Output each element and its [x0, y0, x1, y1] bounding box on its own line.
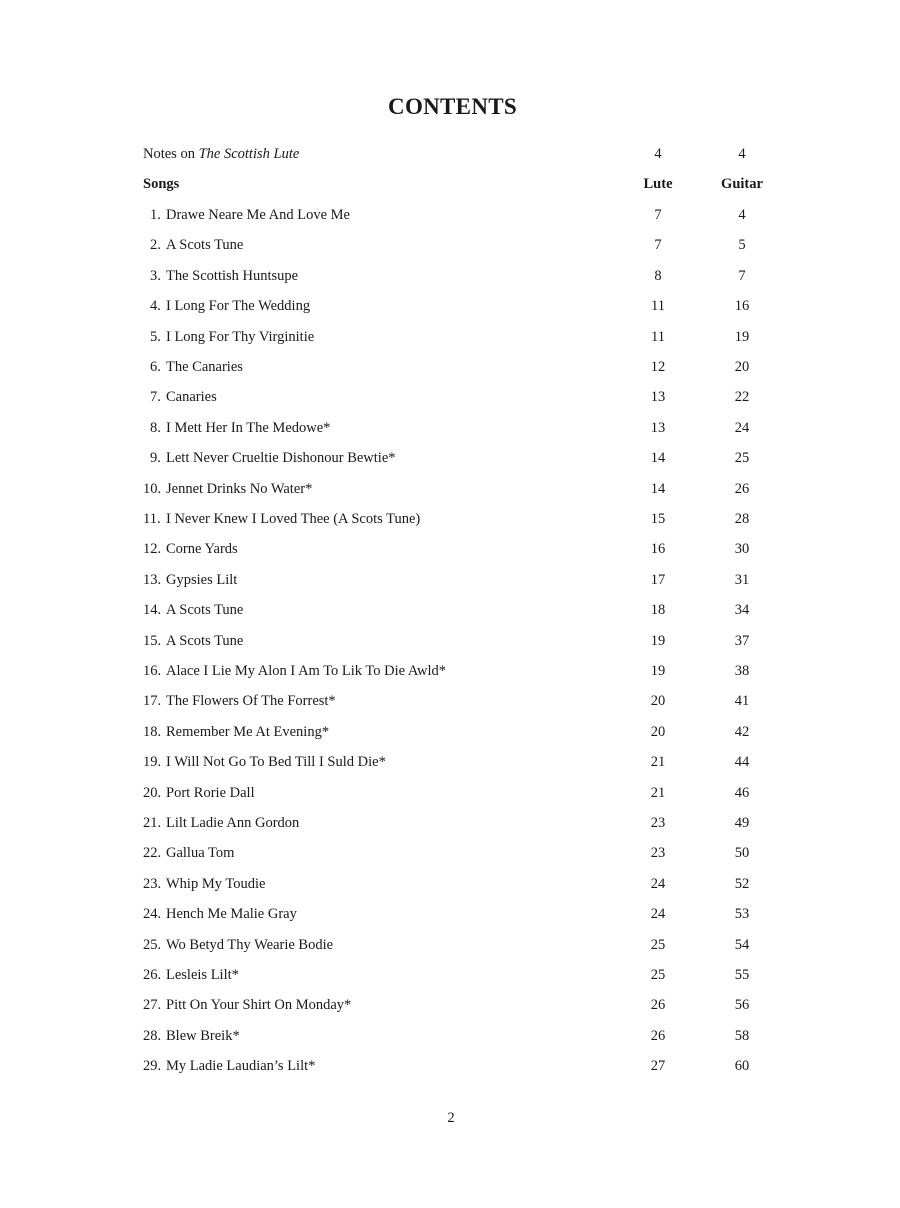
- song-title: Wo Betyd Thy Wearie Bodie: [166, 936, 334, 953]
- song-guitar-page: 50: [734, 845, 750, 862]
- song-lute-page: 7: [654, 237, 662, 254]
- song-title: Whip My Toudie: [166, 875, 266, 892]
- song-lute-page: 24: [650, 906, 666, 923]
- song-lute-page: 17: [650, 571, 666, 588]
- song-lute-page: 13: [650, 419, 666, 436]
- song-row: [0, 841, 900, 865]
- song-guitar-page: 7: [738, 267, 746, 284]
- song-guitar-page: 25: [734, 450, 750, 467]
- song-lute-page: 16: [650, 541, 666, 558]
- song-guitar-page: 30: [734, 541, 750, 558]
- song-guitar-page: 53: [734, 906, 750, 923]
- song-lute-page: 27: [650, 1058, 666, 1075]
- song-number: 9.: [150, 450, 161, 467]
- song-lute-page: 23: [650, 815, 666, 831]
- song-row: [0, 629, 900, 653]
- song-lute-page: 19: [650, 663, 666, 679]
- song-guitar-page: 34: [734, 602, 750, 619]
- song-number: 6.: [150, 359, 161, 375]
- song-number: 10.: [143, 480, 162, 497]
- song-guitar-page: 55: [734, 967, 750, 983]
- song-row: [0, 659, 900, 683]
- song-guitar-page: 4: [738, 207, 746, 223]
- song-number: 7.: [150, 389, 161, 406]
- song-row: [0, 720, 900, 744]
- song-title: I Will Not Go To Bed Till I Suld Die*: [166, 754, 386, 771]
- song-guitar-page: 38: [734, 663, 750, 679]
- song-lute-page: 25: [650, 936, 666, 953]
- song-title: Lesleis Lilt*: [166, 967, 239, 983]
- song-guitar-page: 49: [734, 815, 750, 831]
- song-number: 3.: [150, 267, 161, 284]
- song-title: I Long For The Wedding: [166, 298, 311, 315]
- song-guitar-page: 56: [734, 997, 750, 1014]
- song-title: Jennet Drinks No Water*: [166, 480, 313, 497]
- song-number: 23.: [143, 875, 162, 892]
- song-lute-page: 12: [650, 359, 666, 375]
- song-lute-page: 24: [650, 875, 666, 892]
- song-lute-page: 21: [650, 784, 666, 801]
- song-row: [0, 264, 900, 288]
- song-row: [0, 750, 900, 774]
- song-row: [0, 993, 900, 1017]
- song-guitar-page: 24: [734, 419, 750, 436]
- song-guitar-page: 46: [734, 784, 750, 801]
- song-row: [0, 963, 900, 987]
- song-guitar-page: 26: [734, 480, 750, 497]
- song-guitar-page: 41: [734, 693, 750, 710]
- song-guitar-page: 19: [734, 328, 750, 345]
- column-header-row: [0, 172, 900, 196]
- song-row: [0, 1054, 900, 1078]
- song-title: Gallua Tom: [166, 845, 235, 862]
- song-guitar-page: 44: [734, 754, 750, 771]
- song-number: 15.: [143, 632, 162, 649]
- songs-heading: Songs: [143, 176, 180, 192]
- song-guitar-page: 31: [734, 571, 750, 588]
- song-number: 1.: [150, 207, 161, 223]
- song-number: 13.: [143, 571, 162, 588]
- song-lute-page: 8: [654, 267, 662, 284]
- song-row: [0, 446, 900, 470]
- song-lute-page: 18: [650, 602, 666, 619]
- page-number: 2: [447, 1110, 455, 1126]
- song-number: 11.: [143, 511, 161, 527]
- song-number: 20.: [143, 784, 162, 801]
- song-title: A Scots Tune: [166, 632, 244, 649]
- song-row: [0, 872, 900, 896]
- song-lute-page: 7: [654, 207, 662, 223]
- song-title: I Never Knew I Loved Thee (A Scots Tune): [166, 511, 421, 527]
- song-lute-page: 26: [650, 997, 666, 1014]
- song-title: Hench Me Malie Gray: [166, 906, 297, 923]
- song-row: [0, 477, 900, 501]
- guitar-column-heading: Guitar: [721, 176, 763, 192]
- song-lute-page: 14: [650, 480, 666, 497]
- song-row: [0, 385, 900, 409]
- song-number: 4.: [150, 298, 161, 315]
- song-title: Alace I Lie My Alon I Am To Lik To Die Awld*: [166, 663, 447, 679]
- song-title: Pitt On Your Shirt On Monday*: [166, 997, 352, 1014]
- notes-label: [143, 142, 299, 166]
- song-lute-page: 20: [650, 723, 666, 740]
- song-title: I Mett Her In The Medowe*: [166, 419, 331, 436]
- song-row: [0, 1024, 900, 1048]
- song-guitar-page: 28: [734, 511, 750, 527]
- song-row: [0, 294, 900, 318]
- song-title: The Scottish Huntsupe: [166, 267, 299, 284]
- song-guitar-page: 54: [734, 936, 750, 953]
- song-title: A Scots Tune: [166, 602, 244, 619]
- song-row: [0, 507, 900, 531]
- song-title: Drawe Neare Me And Love Me: [166, 207, 350, 223]
- song-title: Corne Yards: [166, 541, 238, 558]
- song-row: [0, 355, 900, 379]
- lute-column-heading: Lute: [643, 176, 673, 192]
- song-lute-page: 25: [650, 967, 666, 983]
- song-row: [0, 811, 900, 835]
- song-row: [0, 568, 900, 592]
- song-lute-page: 11: [651, 298, 665, 315]
- song-number: 21.: [143, 815, 162, 831]
- song-number: 5.: [150, 328, 161, 345]
- song-title: Port Rorie Dall: [166, 784, 255, 801]
- song-number: 14.: [143, 602, 162, 619]
- song-title: A Scots Tune: [166, 237, 244, 254]
- song-number: 17.: [143, 693, 162, 710]
- notes-lute-page: 4: [654, 146, 662, 162]
- song-lute-page: 11: [651, 328, 665, 345]
- song-lute-page: 15: [650, 511, 666, 527]
- song-row: [0, 233, 900, 257]
- song-title: Blew Breik*: [166, 1027, 240, 1044]
- song-row: [0, 537, 900, 561]
- song-title: The Flowers Of The Forrest*: [166, 693, 336, 710]
- song-number: 26.: [143, 967, 162, 983]
- song-number: 27.: [143, 997, 162, 1014]
- song-lute-page: 19: [650, 632, 666, 649]
- song-lute-page: 13: [650, 389, 666, 406]
- song-title: Canaries: [166, 389, 217, 406]
- song-guitar-page: 37: [734, 632, 750, 649]
- song-number: 24.: [143, 906, 162, 923]
- song-number: 28.: [143, 1027, 162, 1044]
- song-title: I Long For Thy Virginitie: [166, 328, 315, 345]
- song-title: Remember Me At Evening*: [166, 723, 330, 740]
- song-lute-page: 21: [650, 754, 666, 771]
- song-title: The Canaries: [166, 359, 243, 375]
- song-row: [0, 203, 900, 227]
- song-number: 16.: [143, 663, 162, 679]
- song-guitar-page: 42: [734, 723, 750, 740]
- song-number: 25.: [143, 936, 162, 953]
- song-row: [0, 325, 900, 349]
- song-guitar-page: 5: [738, 237, 746, 254]
- notes-row: [0, 142, 900, 166]
- song-guitar-page: 60: [734, 1058, 750, 1075]
- song-row: [0, 781, 900, 805]
- song-title: Gypsies Lilt: [166, 571, 238, 588]
- song-title: My Ladie Laudian’s Lilt*: [166, 1058, 316, 1075]
- notes-guitar-page: 4: [738, 146, 746, 162]
- song-row: [0, 416, 900, 440]
- song-guitar-page: 52: [734, 875, 750, 892]
- song-lute-page: 26: [650, 1027, 666, 1044]
- song-number: 8.: [150, 419, 161, 436]
- song-number: 19.: [143, 754, 162, 771]
- song-lute-page: 20: [650, 693, 666, 710]
- song-number: 22.: [143, 845, 162, 862]
- song-guitar-page: 58: [734, 1027, 750, 1044]
- song-number: 18.: [143, 723, 162, 740]
- notes-prefix: Notes on: [143, 146, 199, 162]
- song-title: Lilt Ladie Ann Gordon: [166, 815, 300, 831]
- song-lute-page: 14: [650, 450, 666, 467]
- song-row: [0, 598, 900, 622]
- song-guitar-page: 22: [734, 389, 750, 406]
- song-guitar-page: 16: [734, 298, 750, 315]
- song-row: [0, 689, 900, 713]
- song-number: 2.: [150, 237, 161, 254]
- notes-italic-title: The Scottish Lute: [198, 146, 300, 162]
- song-number: 12.: [143, 541, 162, 558]
- song-title: Lett Never Crueltie Dishonour Bewtie*: [166, 450, 396, 467]
- song-guitar-page: 20: [734, 359, 750, 375]
- song-row: [0, 933, 900, 957]
- song-lute-page: 23: [650, 845, 666, 862]
- song-number: 29.: [143, 1058, 162, 1075]
- page-title: CONTENTS: [388, 94, 517, 119]
- song-row: [0, 902, 900, 926]
